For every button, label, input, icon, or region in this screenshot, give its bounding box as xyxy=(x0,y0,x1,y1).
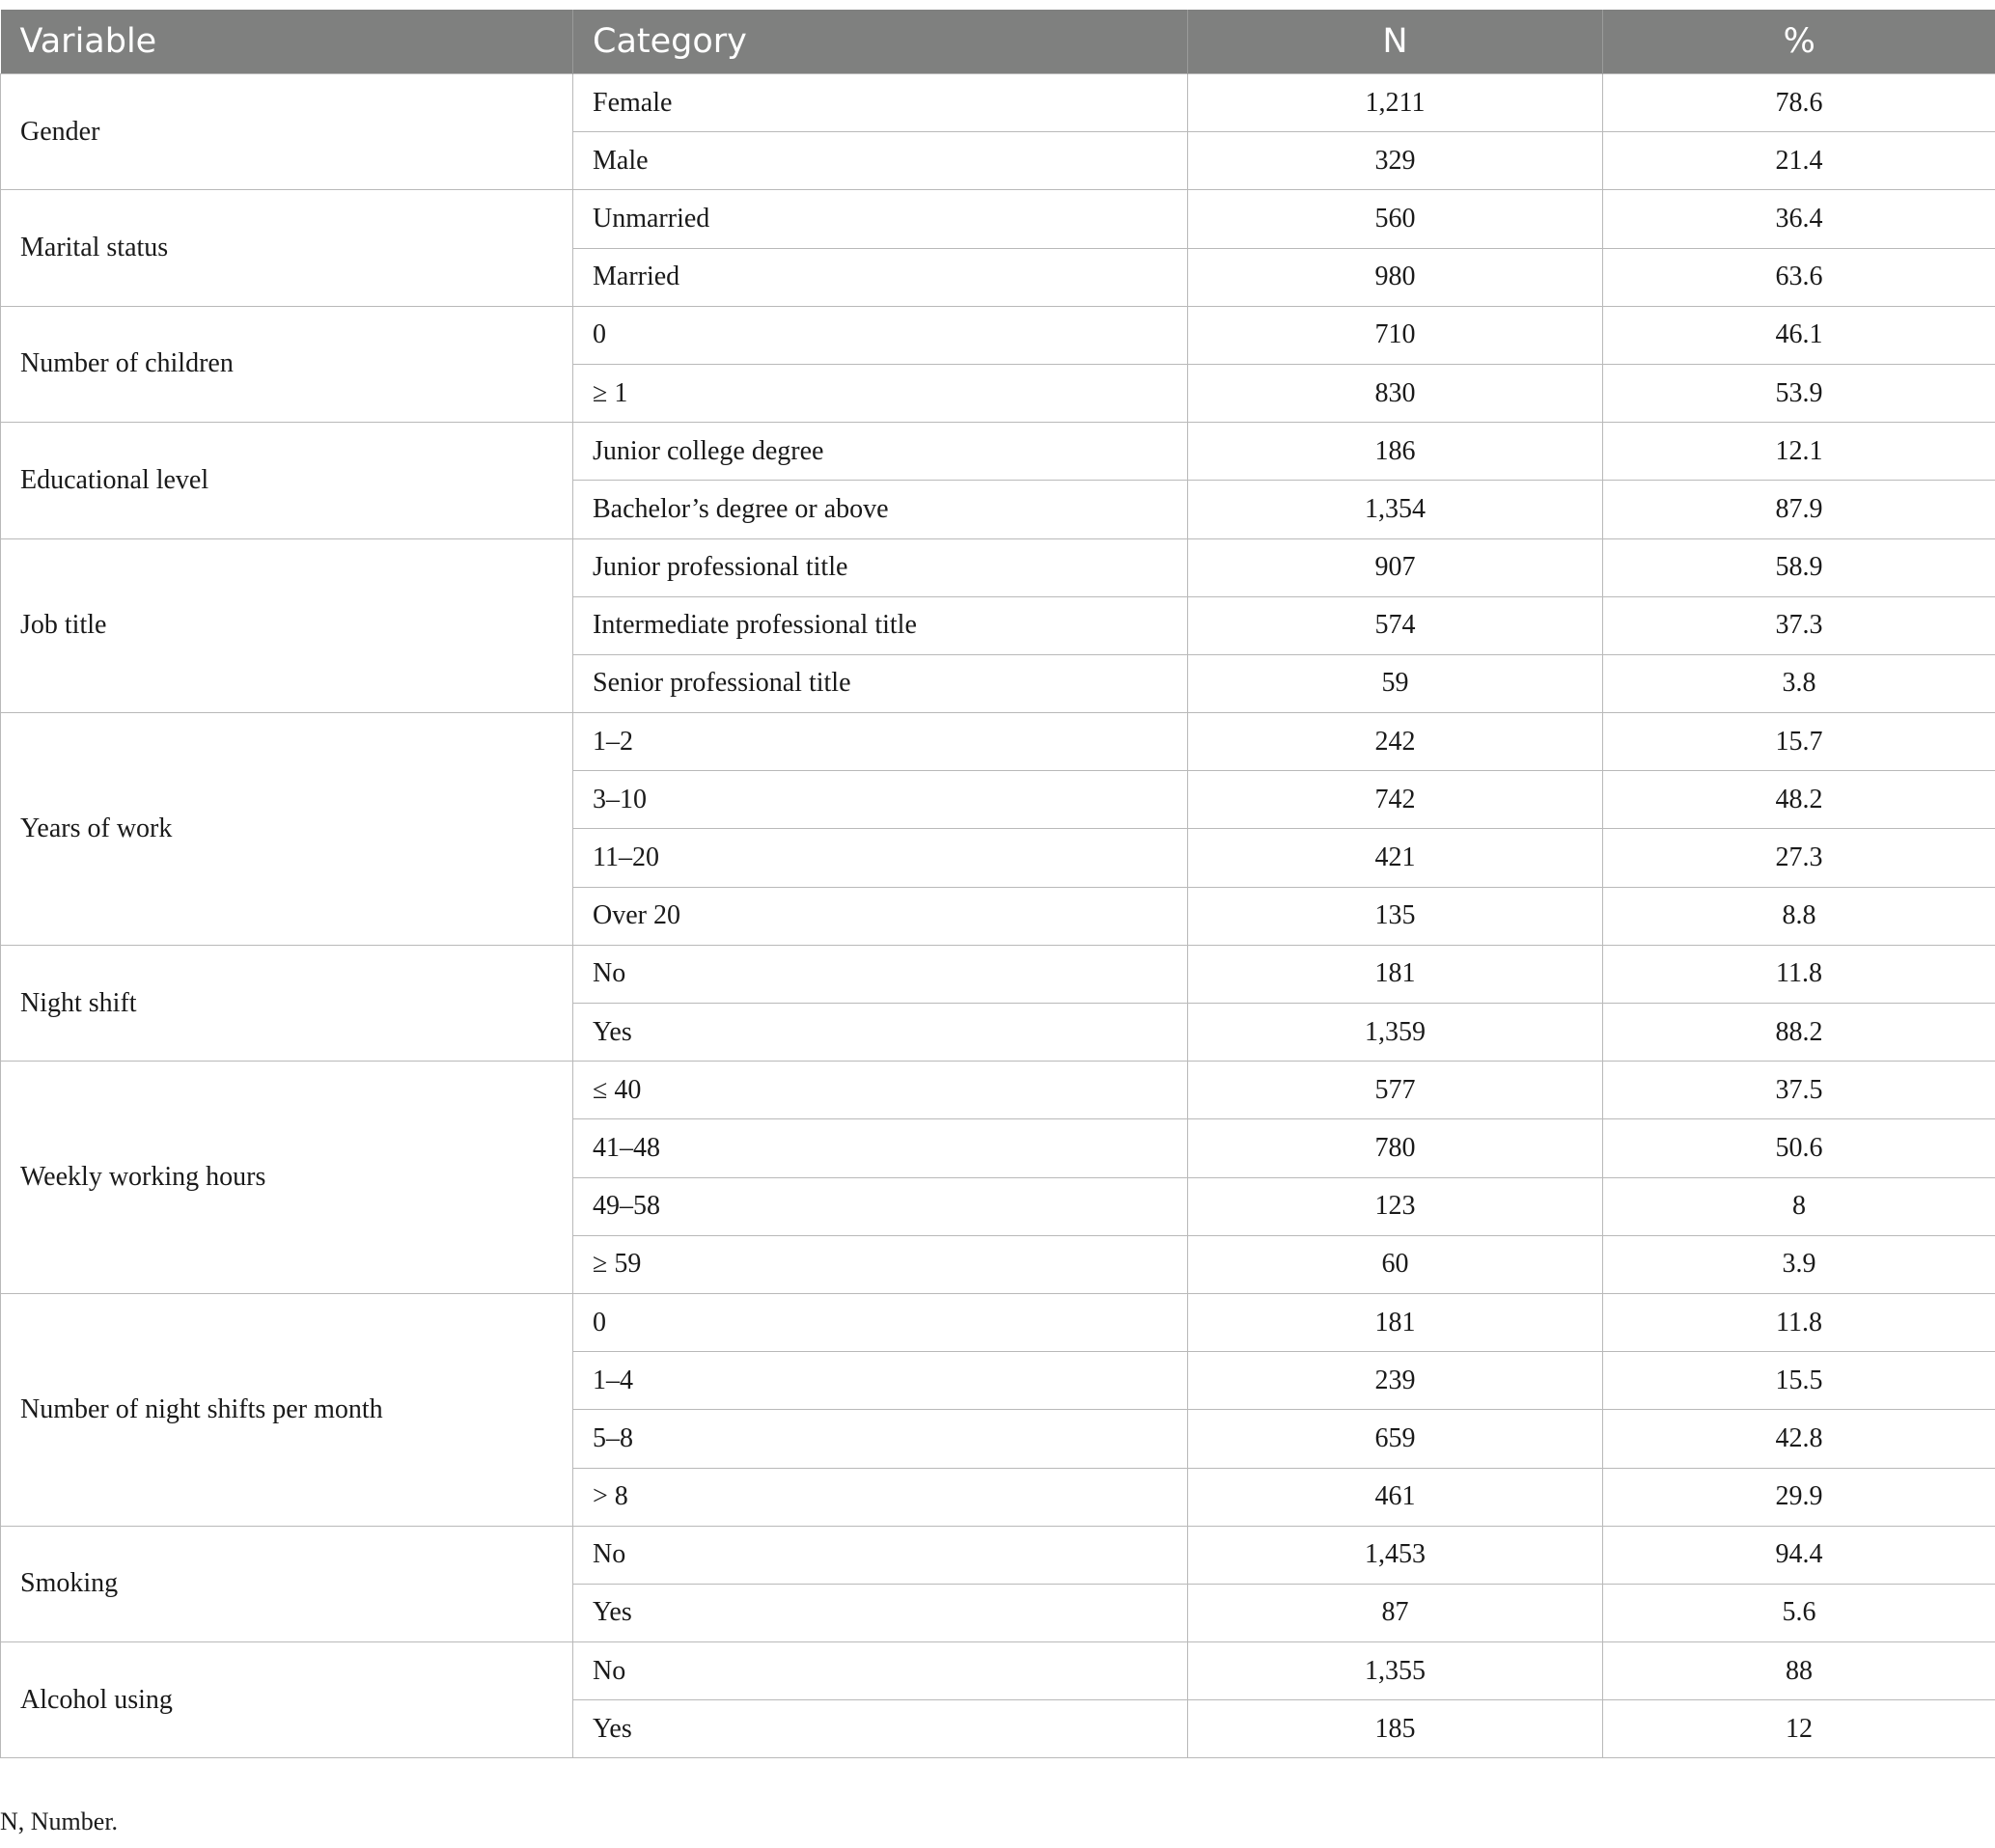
percent-cell: 8 xyxy=(1603,1177,1995,1235)
category-cell: Married xyxy=(573,248,1188,306)
category-cell: 41–48 xyxy=(573,1119,1188,1177)
category-cell: 49–58 xyxy=(573,1177,1188,1235)
n-cell: 560 xyxy=(1188,190,1603,248)
category-cell: 1–4 xyxy=(573,1352,1188,1410)
category-cell: No xyxy=(573,945,1188,1003)
category-cell: Male xyxy=(573,132,1188,190)
n-cell: 1,354 xyxy=(1188,481,1603,538)
category-cell: Yes xyxy=(573,1004,1188,1062)
n-cell: 60 xyxy=(1188,1235,1603,1293)
table-row xyxy=(1,945,1995,1003)
variable-cell: Number of children xyxy=(1,306,573,422)
n-cell: 780 xyxy=(1188,1119,1603,1177)
n-cell: 87 xyxy=(1188,1584,1603,1641)
n-cell: 239 xyxy=(1188,1352,1603,1410)
header-percent: % xyxy=(1603,10,1995,74)
n-cell: 135 xyxy=(1188,887,1603,945)
category-cell: Bachelor’s degree or above xyxy=(573,481,1188,538)
n-cell: 242 xyxy=(1188,713,1603,771)
n-cell: 181 xyxy=(1188,1293,1603,1351)
percent-cell: 37.5 xyxy=(1603,1062,1995,1119)
category-cell: ≤ 40 xyxy=(573,1062,1188,1119)
demographics-table xyxy=(0,10,1995,1758)
n-cell: 329 xyxy=(1188,132,1603,190)
category-cell: ≥ 59 xyxy=(573,1235,1188,1293)
table-body xyxy=(1,74,1995,1758)
n-cell: 185 xyxy=(1188,1700,1603,1758)
percent-cell: 50.6 xyxy=(1603,1119,1995,1177)
header-n: N xyxy=(1188,10,1603,74)
percent-cell: 63.6 xyxy=(1603,248,1995,306)
n-cell: 574 xyxy=(1188,596,1603,654)
category-cell: No xyxy=(573,1642,1188,1700)
percent-cell: 87.9 xyxy=(1603,481,1995,538)
header-row xyxy=(1,10,1995,74)
category-cell: Female xyxy=(573,74,1188,132)
demographics-table-container xyxy=(0,10,1995,1758)
n-cell: 742 xyxy=(1188,771,1603,829)
category-cell: Yes xyxy=(573,1700,1188,1758)
category-cell: Over 20 xyxy=(573,887,1188,945)
table-row xyxy=(1,538,1995,596)
percent-cell: 94.4 xyxy=(1603,1526,1995,1584)
category-cell: Senior professional title xyxy=(573,654,1188,712)
n-cell: 710 xyxy=(1188,306,1603,364)
variable-cell: Educational level xyxy=(1,423,573,538)
percent-cell: 36.4 xyxy=(1603,190,1995,248)
variable-cell: Alcohol using xyxy=(1,1642,573,1758)
table-row xyxy=(1,423,1995,481)
percent-cell: 3.9 xyxy=(1603,1235,1995,1293)
percent-cell: 46.1 xyxy=(1603,306,1995,364)
category-cell: No xyxy=(573,1526,1188,1584)
percent-cell: 29.9 xyxy=(1603,1468,1995,1526)
n-cell: 461 xyxy=(1188,1468,1603,1526)
percent-cell: 11.8 xyxy=(1603,1293,1995,1351)
category-cell: ≥ 1 xyxy=(573,364,1188,422)
percent-cell: 88.2 xyxy=(1603,1004,1995,1062)
n-cell: 181 xyxy=(1188,945,1603,1003)
variable-cell: Job title xyxy=(1,538,573,713)
category-cell: 3–10 xyxy=(573,771,1188,829)
header-category: Category xyxy=(573,10,1188,74)
n-cell: 980 xyxy=(1188,248,1603,306)
n-cell: 1,453 xyxy=(1188,1526,1603,1584)
category-cell: Yes xyxy=(573,1584,1188,1641)
header-variable: Variable xyxy=(1,10,573,74)
percent-cell: 5.6 xyxy=(1603,1584,1995,1641)
n-cell: 907 xyxy=(1188,538,1603,596)
percent-cell: 53.9 xyxy=(1603,364,1995,422)
category-cell: Intermediate professional title xyxy=(573,596,1188,654)
variable-cell: Gender xyxy=(1,74,573,190)
percent-cell: 58.9 xyxy=(1603,538,1995,596)
variable-cell: Smoking xyxy=(1,1526,573,1641)
percent-cell: 12.1 xyxy=(1603,423,1995,481)
percent-cell: 15.7 xyxy=(1603,713,1995,771)
variable-cell: Marital status xyxy=(1,190,573,306)
n-cell: 577 xyxy=(1188,1062,1603,1119)
n-cell: 186 xyxy=(1188,423,1603,481)
n-cell: 1,211 xyxy=(1188,74,1603,132)
table-header xyxy=(1,10,1995,74)
variable-cell: Night shift xyxy=(1,945,573,1061)
percent-cell: 15.5 xyxy=(1603,1352,1995,1410)
category-cell: Junior college degree xyxy=(573,423,1188,481)
table-row xyxy=(1,1062,1995,1119)
variable-cell: Weekly working hours xyxy=(1,1062,573,1294)
percent-cell: 12 xyxy=(1603,1700,1995,1758)
n-cell: 421 xyxy=(1188,829,1603,887)
percent-cell: 78.6 xyxy=(1603,74,1995,132)
n-cell: 59 xyxy=(1188,654,1603,712)
percent-cell: 11.8 xyxy=(1603,945,1995,1003)
percent-cell: 48.2 xyxy=(1603,771,1995,829)
category-cell: Junior professional title xyxy=(573,538,1188,596)
category-cell: > 8 xyxy=(573,1468,1188,1526)
category-cell: 5–8 xyxy=(573,1410,1188,1468)
table-row xyxy=(1,1642,1995,1700)
table-row xyxy=(1,1293,1995,1351)
category-cell: 1–2 xyxy=(573,713,1188,771)
table-row xyxy=(1,74,1995,132)
percent-cell: 8.8 xyxy=(1603,887,1995,945)
category-cell: 11–20 xyxy=(573,829,1188,887)
category-cell: 0 xyxy=(573,306,1188,364)
variable-cell: Years of work xyxy=(1,713,573,946)
variable-cell: Number of night shifts per month xyxy=(1,1293,573,1526)
category-cell: Unmarried xyxy=(573,190,1188,248)
percent-cell: 21.4 xyxy=(1603,132,1995,190)
table-footnote: N, Number. xyxy=(0,1807,119,1835)
table-row xyxy=(1,713,1995,771)
n-cell: 830 xyxy=(1188,364,1603,422)
table-row xyxy=(1,190,1995,248)
n-cell: 123 xyxy=(1188,1177,1603,1235)
percent-cell: 42.8 xyxy=(1603,1410,1995,1468)
percent-cell: 88 xyxy=(1603,1642,1995,1700)
n-cell: 659 xyxy=(1188,1410,1603,1468)
percent-cell: 3.8 xyxy=(1603,654,1995,712)
n-cell: 1,355 xyxy=(1188,1642,1603,1700)
n-cell: 1,359 xyxy=(1188,1004,1603,1062)
category-cell: 0 xyxy=(573,1293,1188,1351)
percent-cell: 27.3 xyxy=(1603,829,1995,887)
table-row xyxy=(1,1526,1995,1584)
percent-cell: 37.3 xyxy=(1603,596,1995,654)
table-row xyxy=(1,306,1995,364)
